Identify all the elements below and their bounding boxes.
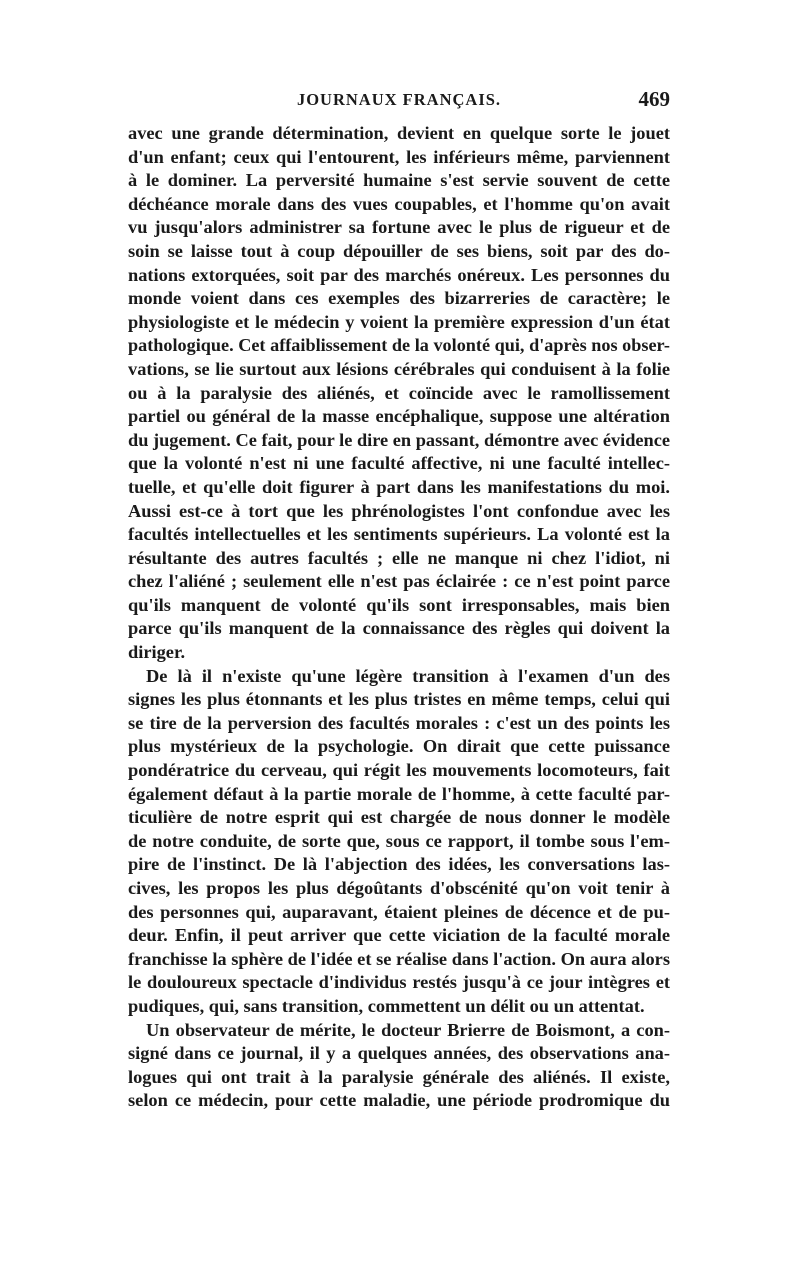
- text-line: pire de l'instinct. De là l'abjection des idées, les conversations las-: [128, 854, 670, 875]
- text-line: monde voient dans ces exemples des bizarreries de caractère; le: [128, 288, 670, 309]
- page-header: [128, 88, 670, 118]
- text-line: le douloureux spectacle d'individus restés jusqu'à ce jour intègres et: [128, 972, 670, 993]
- text-line: plus mystérieux de la psychologie. On dirait que cette puissance: [128, 736, 670, 757]
- text-line: également défaut à la partie morale de l'homme, à cette faculté par-: [128, 783, 670, 804]
- text-line: d'un enfant; ceux qui l'entourent, les inférieurs même, parviennent: [128, 146, 670, 167]
- text-line: signé dans ce journal, il y a quelques années, des observations ana-: [128, 1043, 670, 1064]
- text-line: De là il n'existe qu'une légère transition à l'examen d'un des: [146, 665, 670, 686]
- text-line: pathologique. Cet affaiblissement de la volonté qui, d'après nos obser-: [128, 335, 670, 356]
- text-line: Aussi est-ce à tort que les phrénologistes l'ont confondue avec les: [128, 500, 670, 521]
- text-line: soin se laisse tout à coup dépouiller de ses biens, soit par des do-: [128, 240, 670, 261]
- text-line: déchéance morale dans des vues coupables, et l'homme qu'on avait: [128, 193, 670, 214]
- text-line: pondératrice du cerveau, qui régit les mouvements locomoteurs, fait: [128, 760, 670, 781]
- text-line: du jugement. Ce fait, pour le dire en passant, démontre avec évidence: [128, 429, 670, 450]
- text-line: ticulière de notre esprit qui est chargée de nous donner le modèle: [128, 807, 670, 828]
- text-line: pudiques, qui, sans transition, commettent un délit ou un attentat.: [128, 995, 645, 1016]
- text-line: Un observateur de mérite, le docteur Brierre de Boismont, a con-: [146, 1019, 670, 1040]
- text-line: que la volonté n'est ni une faculté affective, ni une faculté intellec-: [128, 453, 670, 474]
- text-line: logues qui ont trait à la paralysie générale des aliénés. Il existe,: [128, 1066, 670, 1087]
- text-line: deur. Enfin, il peut arriver que cette viciation de la faculté morale: [128, 925, 670, 946]
- text-line: parce qu'ils manquent de la connaissance des règles qui doivent la: [128, 618, 670, 639]
- text-line: avec une grande détermination, devient en quelque sorte le jouet: [128, 123, 670, 143]
- body-text: [128, 122, 670, 1113]
- running-title: JOURNAUX FRANÇAIS.: [296, 90, 502, 109]
- text-line: diriger.: [128, 642, 186, 663]
- text-line: qu'ils manquent de volonté qu'ils sont irresponsables, mais bien: [128, 594, 670, 615]
- text-line: vu jusqu'alors administrer sa fortune avec le plus de rigueur et de: [128, 217, 670, 238]
- text-line: résultante des autres facultés ; elle ne manque ni chez l'idiot, ni: [128, 547, 670, 568]
- text-line: nations extorquées, soit par des marchés onéreux. Les personnes du: [128, 264, 670, 285]
- text-line: selon ce médecin, pour cette maladie, une période prodromique du: [128, 1090, 670, 1111]
- text-line: facultés intellectuelles et les sentiments supérieurs. La volonté est la: [128, 524, 670, 545]
- text-line: se tire de la perversion des facultés morales : c'est un des points les: [128, 712, 670, 733]
- text-line: cives, les propos les plus dégoûtants d'obscénité qu'on voit tenir à: [128, 878, 670, 898]
- text-line: tuelle, et qu'elle doit figurer à part dans les manifestations du moi.: [128, 476, 670, 497]
- text-line: des personnes qui, auparavant, étaient pleines de décence et de pu-: [128, 901, 670, 922]
- text-line: franchisse la sphère de l'idée et se réalise dans l'action. On aura alors: [128, 948, 670, 969]
- text-line: vations, se lie surtout aux lésions cérébrales qui conduisent à la folie: [128, 358, 670, 379]
- text-line: signes les plus étonnants et les plus tristes en même temps, celui qui: [128, 689, 670, 710]
- page-number: 469: [638, 87, 670, 111]
- text-line: de notre conduite, de sorte que, sous ce rapport, il tombe sous l'em-: [128, 830, 670, 851]
- text-line: chez l'aliéné ; seulement elle n'est pas éclairée : ce n'est point parce: [128, 571, 670, 592]
- text-line: ou à la paralysie des aliénés, et coïncide avec le ramollissement: [128, 382, 670, 403]
- text-line: partiel ou général de la masse encéphalique, suppose une altération: [128, 406, 670, 427]
- text-line: physiologiste et le médecin y voient la première expression d'un état: [128, 311, 670, 332]
- text-line: à le dominer. La perversité humaine s'est servie souvent de cette: [128, 170, 670, 191]
